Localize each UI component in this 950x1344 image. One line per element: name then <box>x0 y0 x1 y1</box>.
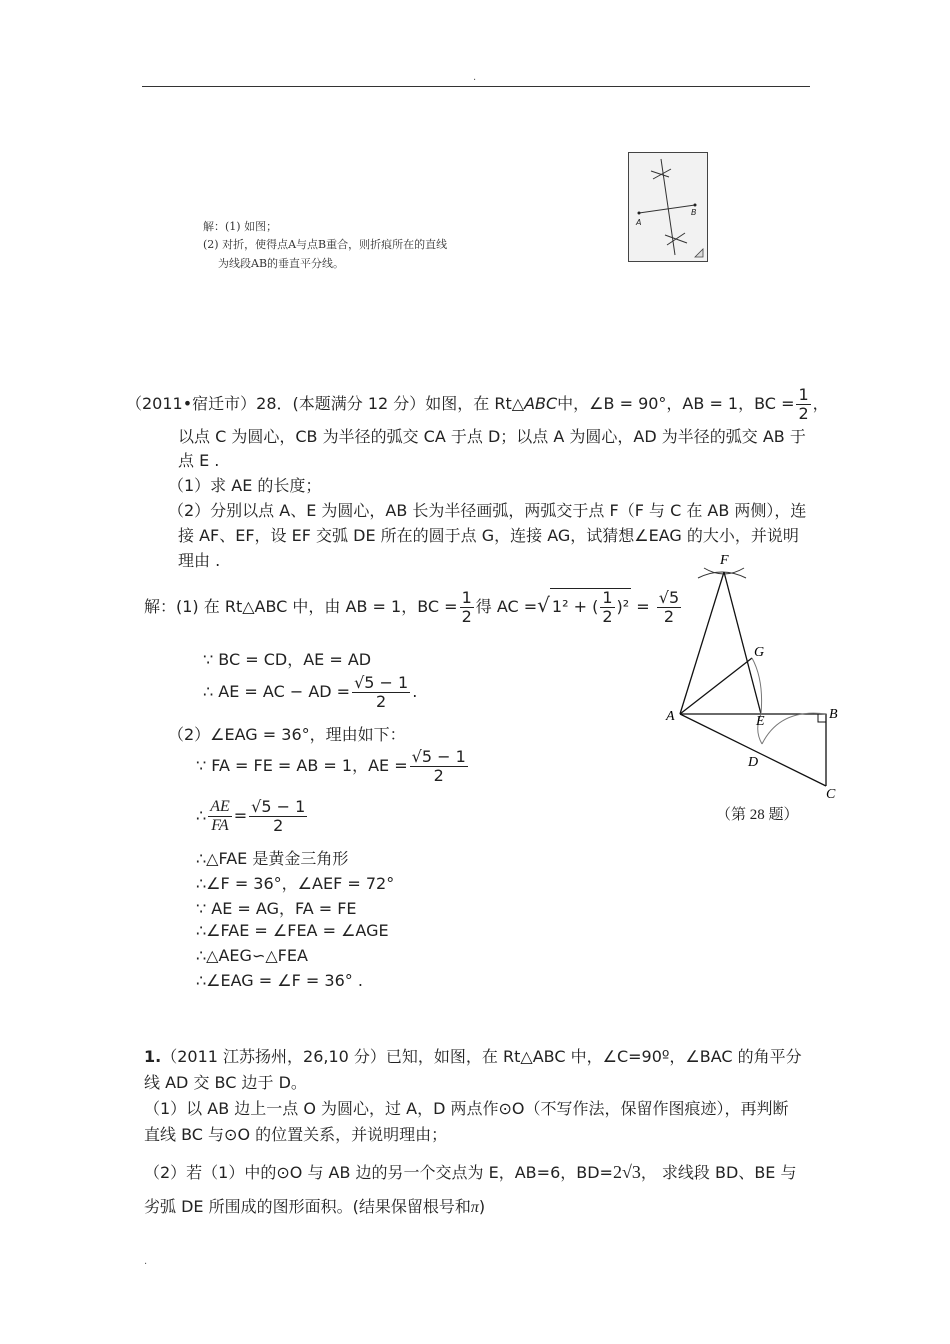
sol-p2-l8: ∴∠EAG = ∠F = 36° . <box>196 971 363 990</box>
sol-line3 <box>203 674 417 711</box>
q28-bc-num: 1 <box>798 385 809 404</box>
sol-period: . <box>412 682 418 701</box>
sol-p2-l7: ∴△AEG∽△FEA <box>196 946 308 965</box>
q28-abc: ABC <box>524 394 558 413</box>
sol-rad-text: 1² + ( <box>551 597 599 616</box>
sol-ae-num: √5 − 1 <box>354 673 409 692</box>
sol-p2-l3: ∴△FAE 是黄金三角形 <box>196 849 349 868</box>
fold-label-b: B <box>691 208 697 217</box>
sol-golden-den: 2 <box>273 816 284 835</box>
sol-rad-end: )² <box>616 597 630 616</box>
q1-line6-text: 劣弧 DE 所围成的图形面积。(结果保留根号和 <box>144 1197 471 1216</box>
q1-pi: π <box>470 1199 479 1216</box>
sol-p2-l2 <box>196 798 309 835</box>
sol-therefore: ∴ <box>196 806 207 825</box>
q28-bc-fraction <box>796 386 810 423</box>
q1-line5 <box>144 1160 797 1183</box>
q1-line5b: ， 求线段 BD、BE 与 <box>640 1163 797 1182</box>
fold-figure-svg <box>629 153 707 261</box>
sol-p2-l1-text: ∵ FA = FE = AB = 1，AE = <box>196 756 408 775</box>
sol-p2-head: （2）∠EAG = 36°，理由如下： <box>168 725 406 744</box>
sol-p2-ae-den: 2 <box>433 766 444 785</box>
prior-answer-line1: 解：(1) 如图； <box>203 220 278 233</box>
prior-answer-line3: 为线段AB的垂直平分线。 <box>218 257 345 270</box>
sol-s1-de: 得 AC = <box>475 597 538 616</box>
sol-radical <box>550 588 631 626</box>
sol-rad-den: 2 <box>602 607 613 626</box>
q1-line6 <box>144 1194 485 1217</box>
header-dot: . <box>473 72 477 83</box>
figure-28 <box>660 550 850 805</box>
q1-line4: 直线 BC 与⊙O 的位置关系，并说明理由； <box>144 1125 448 1144</box>
q28-cond: 中，∠B = 90°，AB = 1，BC = <box>557 394 795 413</box>
sol-ae-label: AE <box>210 798 230 815</box>
q28-part2b: 接 AF、EF，设 EF 交弧 DE 所在的圆于点 G，连接 AG，试猜想∠EAG 的大小，并说明 <box>178 526 799 545</box>
prior-answer-line2: (2) 对折，使得点A与点B重合，则折痕所在的直线 <box>203 238 448 251</box>
fig28-label-d: D <box>748 755 759 770</box>
sol-p2-l6: ∴∠FAE = ∠FEA = ∠AGE <box>196 921 389 940</box>
q1-number: 1. <box>144 1047 162 1066</box>
sol-ac-num: √5 <box>658 588 680 607</box>
q28-comma: ， <box>812 394 829 413</box>
q1-bd-value: 2√3 <box>612 1162 641 1182</box>
fig28-label-f: F <box>720 553 729 568</box>
fig28-label-g: G <box>754 645 765 660</box>
sol-half-num: 1 <box>461 588 472 607</box>
q1-line3: （1）以 AB 边上一点 O 为圆心，过 A，D 两点作⊙O（不写作法，保留作图痕迹），再判断 <box>144 1099 789 1118</box>
q1-line1 <box>144 1044 802 1067</box>
q1-line1-text: （2011 江苏扬州，26,10 分）已知，如图，在 Rt△ABC 中，∠C=90º，∠BAC 的角平分 <box>161 1047 802 1066</box>
q28-line2: 以点 C 为圆心，CB 为半径的弧交 CA 于点 D；以点 A 为圆心，AD 为半径的弧交 AB 于 <box>178 427 806 446</box>
sol-p2-l1 <box>196 748 470 785</box>
fig28-label-b: B <box>829 707 838 722</box>
sol-p2-l4: ∴∠F = 36°，∠AEF = 72° <box>196 874 395 893</box>
header-rule <box>142 86 810 87</box>
sol-s1-pre: 解：(1) 在 Rt△ABC 中，由 AB = 1，BC = <box>144 597 458 616</box>
fold-label-a: A <box>636 218 642 227</box>
sol-s1-eq: = <box>636 597 650 616</box>
fig28-label-e: E <box>756 714 765 729</box>
sol-eq: = <box>233 806 248 825</box>
q28-part1: （1）求 AE 的长度； <box>168 476 322 495</box>
fig28-caption: （第 28 题） <box>716 807 799 823</box>
q28-bc-den: 2 <box>798 404 809 423</box>
q28-line3: 点 E . <box>178 451 220 470</box>
sol-line1: 解：(1) 在 Rt△ABC 中，由 AB = 1，BC = $\frac{1}{2}$ 得 AC =√ 1² + ( $\frac{1}{2}$ )² = $\frac{√5}{2}$ <box>144 588 680 626</box>
sol-p2-l5: ∵ AE = AG，FA = FE <box>196 899 357 918</box>
sol-ae-fraction <box>352 674 410 711</box>
sol-half-den: 2 <box>461 607 472 626</box>
sol-golden-fraction <box>249 798 307 835</box>
sol-golden-num: √5 − 1 <box>251 797 306 816</box>
q1-line2: 线 AD 交 BC 边于 D。 <box>144 1073 307 1092</box>
q28-part2c: 理由 . <box>178 551 221 570</box>
sol-rad-fraction <box>600 589 614 626</box>
q1-close: ) <box>478 1197 486 1216</box>
q28-part2a: （2）分别以点 A、E 为圆心，AB 长为半径画弧，两弧交于点 F（F 与 C 在 AB 两侧），连 <box>168 501 807 520</box>
q28-line1 <box>126 386 829 423</box>
q28-source: （2011•宿迁市）28．(本题满分 12 分）如图，在 Rt△ <box>126 394 525 413</box>
sol-fa-label: FA <box>211 817 229 834</box>
sol-ae-fa-fraction <box>208 798 232 835</box>
sol-half-fraction <box>460 589 474 626</box>
sol-p2-ae-num: √5 − 1 <box>411 747 466 766</box>
sol-rad-num: 1 <box>602 588 613 607</box>
sol-ae-den: 2 <box>376 692 387 711</box>
fold-paper-figure <box>628 152 708 262</box>
fig28-label-a: A <box>666 709 675 724</box>
footer-dot: . <box>144 1256 148 1267</box>
fig28-label-c: C <box>826 787 836 802</box>
q1-line5a: （2）若（1）中的⊙O 与 AB 边的另一个交点为 E，AB=6，BD= <box>144 1163 613 1182</box>
sol-p2-ae-fraction <box>410 748 468 785</box>
sol-s3-pre: ∴ AE = AC − AD = <box>203 682 351 701</box>
sol-ac-den: 2 <box>663 607 675 626</box>
sol-line2: ∵ BC = CD，AE = AD <box>203 650 372 669</box>
